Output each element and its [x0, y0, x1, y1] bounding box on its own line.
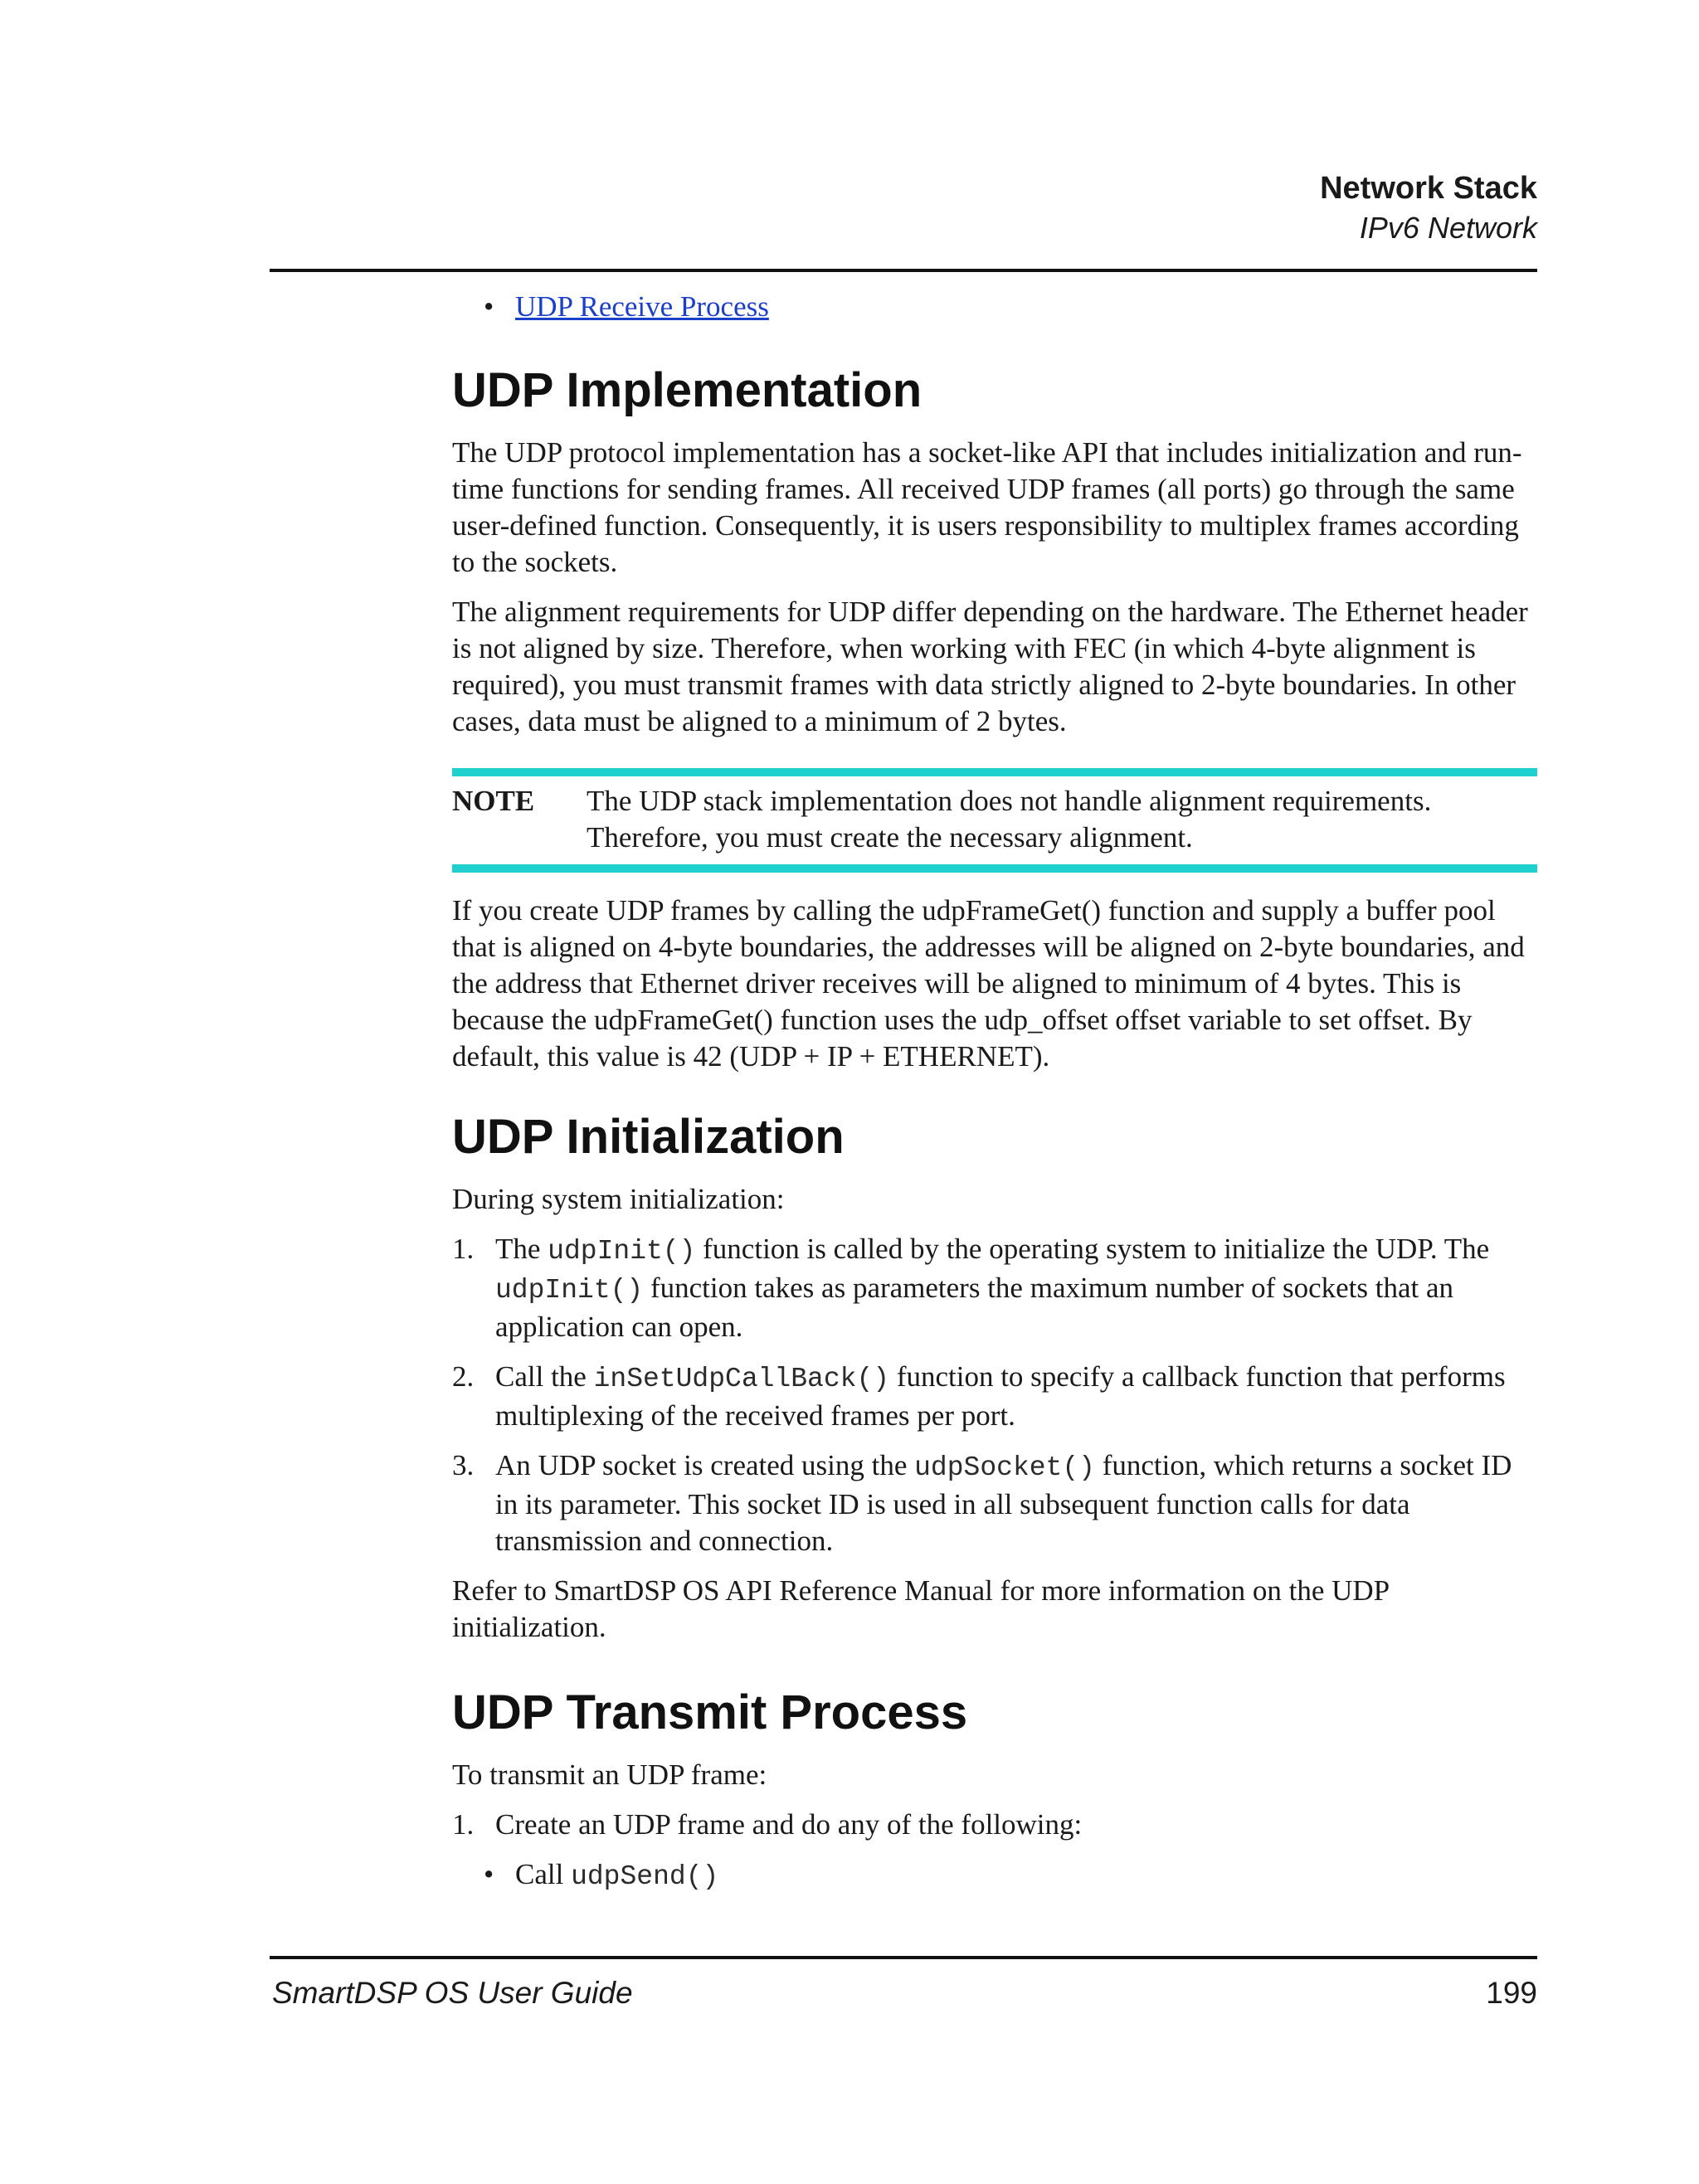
- list-item: [452, 1447, 1537, 1559]
- code-udpsend: udpSend(): [571, 1861, 719, 1892]
- list-item: [452, 289, 1537, 325]
- section-title-udp-initialization: UDP Initialization: [452, 1110, 845, 1164]
- list-number: 3.: [452, 1449, 475, 1481]
- list-item: [452, 1807, 1537, 1843]
- step-text: Create an UDP frame and do any of the following:: [495, 1808, 1083, 1841]
- udp-receive-process-link[interactable]: UDP Receive Process: [515, 290, 769, 323]
- list-item: [452, 1856, 1537, 1895]
- paragraph: To transmit an UDP frame:: [452, 1758, 767, 1791]
- running-header-subsection: IPv6 Network: [1359, 211, 1537, 245]
- step-text: Call the: [495, 1360, 594, 1393]
- code-udpinit: udpInit(): [495, 1275, 644, 1306]
- list-number: 2.: [452, 1360, 475, 1393]
- step-text: function, which returns a socket ID in its parameter. This socket ID is used in all subsequent function calls for data transmission and connection.: [495, 1449, 1512, 1557]
- code-udpsocket: udpSocket(): [914, 1452, 1095, 1483]
- running-header-section: Network Stack: [1320, 171, 1537, 206]
- note-text: The UDP stack implementation does not handle alignment requirements. Therefore, you must create the necessary alignment.: [587, 785, 1432, 854]
- step-text: function to specify a callback function that performs multiplexing of the received frames per port.: [495, 1360, 1506, 1432]
- paragraph: The UDP protocol implementation has a socket-like API that includes initialization and run-time functions for sending frames. All received UDP frames (all ports) go through the same user-defined function. Consequently, it is users responsibility to multiplex frames according to the sockets.: [452, 436, 1522, 578]
- step-text: function takes as parameters the maximum number of sockets that an application can open.: [495, 1272, 1454, 1343]
- paragraph: The alignment requirements for UDP differ depending on the hardware. The Ethernet header is not aligned by size. Therefore, when working with FEC (in which 4-byte alignment is required), you must transmit frames with data strictly aligned to 2-byte boundaries. In other cases, data must be aligned to a minimum of 2 bytes.: [452, 596, 1528, 737]
- code-insetudpcallback: inSetUdpCallBack(): [593, 1364, 890, 1394]
- step-text: Call: [515, 1858, 572, 1890]
- list-item: [452, 1359, 1537, 1434]
- list-number: 1.: [452, 1808, 475, 1841]
- bullet-icon: •: [484, 1858, 494, 1890]
- paragraph: If you create UDP frames by calling the udpFrameGet() function and supply a buffer pool that is aligned on 4-byte boundaries, the addresses will be aligned on 2-byte boundaries, and the address that Ethernet driver receives will be aligned to minimum of 4 bytes. This is because the udpFrameGet() function uses the udp_offset offset variable to set offset. By default, this value is 42 (UDP + IP + ETHERNET).: [452, 894, 1525, 1073]
- step-text: The: [495, 1233, 548, 1265]
- footer-rule: [270, 1956, 1537, 1959]
- header-rule: [270, 269, 1537, 272]
- paragraph: During system initialization:: [452, 1183, 785, 1215]
- paragraph: Refer to SmartDSP OS API Reference Manual for more information on the UDP initialization.: [452, 1574, 1389, 1643]
- step-text: function is called by the operating system to initialize the UDP. The: [695, 1233, 1490, 1265]
- footer-title: SmartDSP OS User Guide: [272, 1976, 633, 2010]
- page-number: 199: [1486, 1976, 1537, 2010]
- page-content: [452, 289, 1537, 1895]
- note-label: NOTE: [452, 785, 535, 817]
- note-box: [452, 768, 1537, 873]
- list-item: [452, 1231, 1537, 1345]
- bullet-icon: •: [484, 290, 494, 323]
- list-number: 1.: [452, 1233, 475, 1265]
- code-udpinit: udpInit(): [548, 1236, 696, 1267]
- section-title-udp-implementation: UDP Implementation: [452, 363, 923, 417]
- section-title-udp-transmit-process: UDP Transmit Process: [452, 1685, 968, 1739]
- step-text: An UDP socket is created using the: [495, 1449, 915, 1481]
